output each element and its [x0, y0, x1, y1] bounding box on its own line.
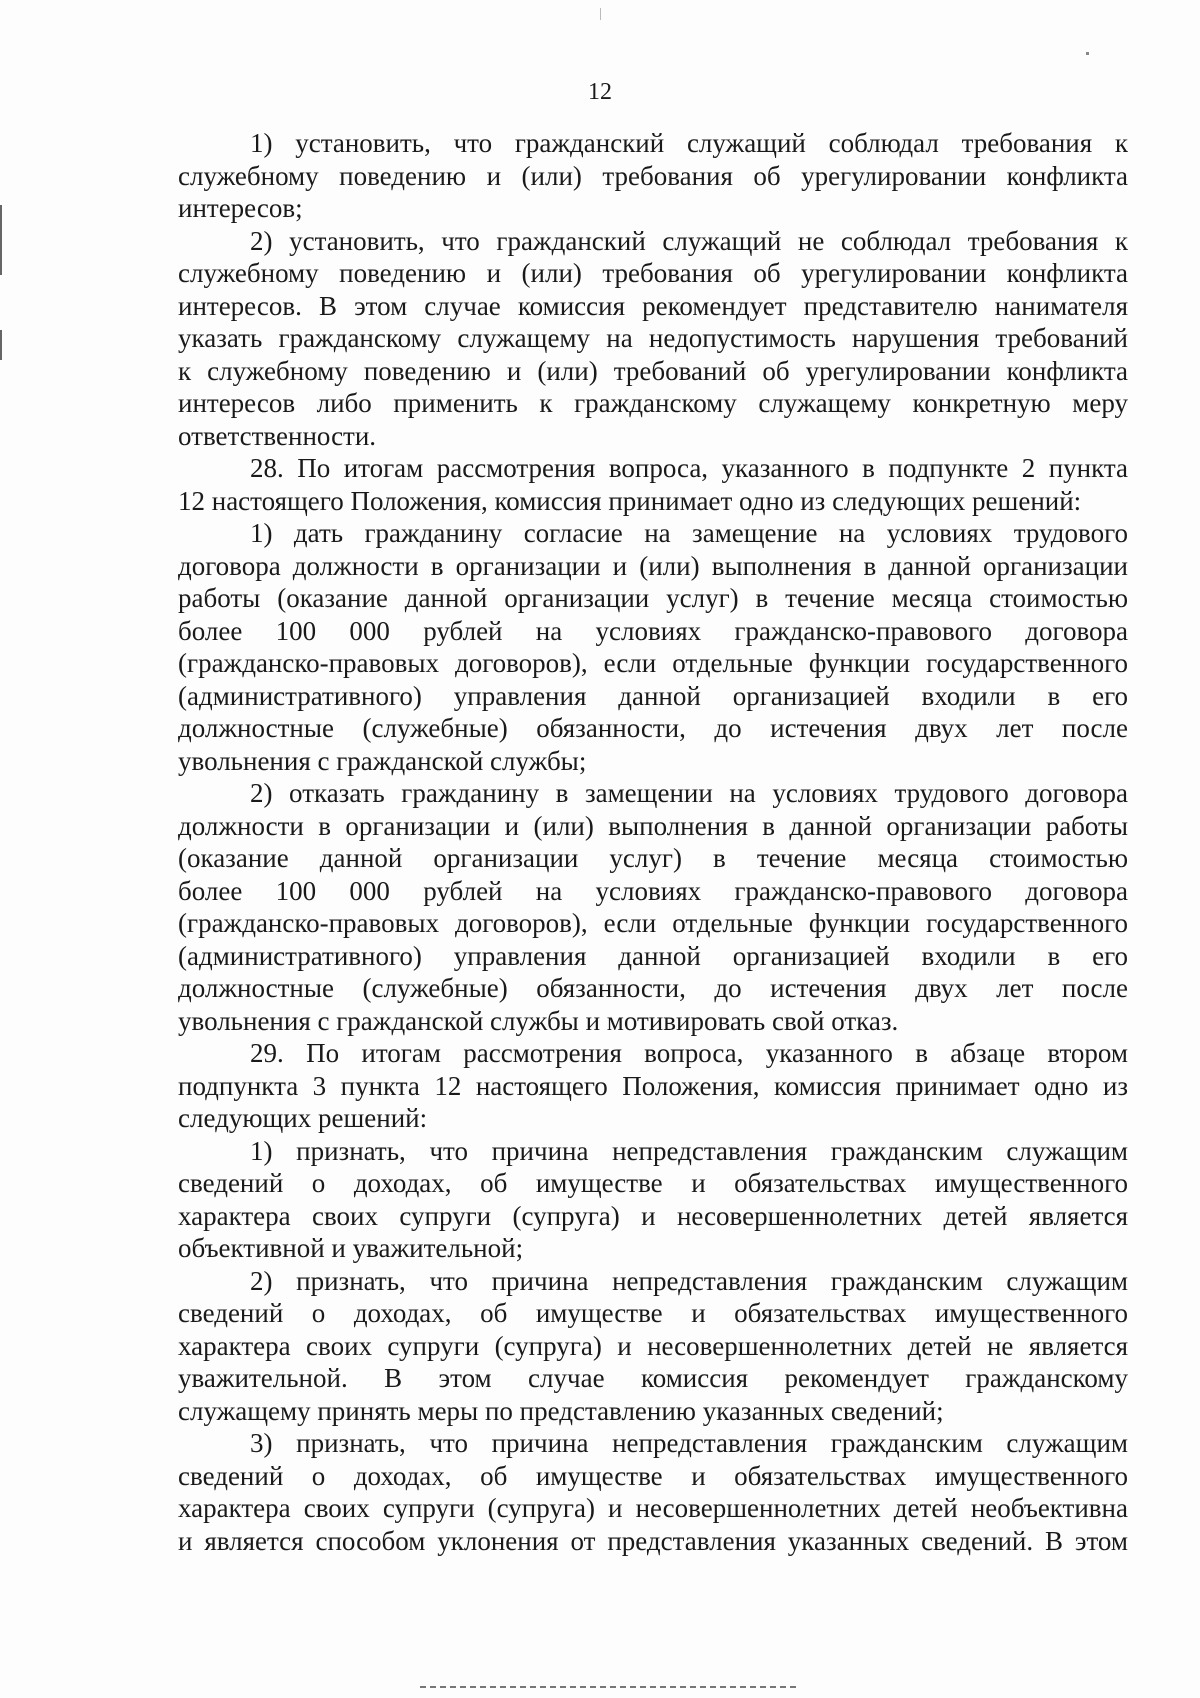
text-line: 28. По итогам рассмотрения вопроса, указанного в подпункте 2 пункта [250, 453, 1128, 483]
text-line: увольнения с гражданской службы; [178, 745, 587, 776]
text-line: уважительной. В этом случае комиссия рекомендует гражданскому [178, 1363, 1128, 1393]
paragraph [178, 1135, 1128, 1265]
text-line: сведений о доходах, об имуществе и обязательствах имущественного [178, 1298, 1128, 1328]
text-line: интересов; [178, 193, 303, 223]
scan-edge-mark [0, 205, 2, 275]
text-line: 3) признать, что причина непредставления гражданским служащим [250, 1428, 1128, 1458]
scan-edge-mark [0, 330, 2, 360]
text-line: 2) признать, что причина непредставления гражданским служащим [250, 1265, 1128, 1296]
text-line: сведений о доходах, об имуществе и обязательствах имущественного [178, 1168, 1128, 1198]
paragraph [178, 777, 1128, 1037]
text-line: (гражданско-правовых договоров), если отдельные функции государственного [178, 908, 1128, 938]
text-line: 1) признать, что причина непредставления гражданским служащим [250, 1135, 1128, 1166]
page-number: 12 [588, 79, 612, 105]
text-line: объективной и уважительной; [178, 1233, 524, 1263]
text-line: характера своих супруги (супруга) и несовершеннолетних детей необъективна [178, 1493, 1128, 1523]
text-line: характера своих супруги (супруга) и несовершеннолетних детей является [178, 1200, 1128, 1231]
text-line: 1) установить, что гражданский служащий соблюдал требования к [250, 128, 1128, 158]
scan-dot-mark [1086, 52, 1089, 55]
text-line: следующих решений: [178, 1103, 428, 1133]
paragraph [178, 127, 1128, 225]
text-line: 29. По итогам рассмотрения вопроса, указанного в абзаце втором [250, 1038, 1128, 1068]
paragraph [178, 1037, 1128, 1135]
paragraph [178, 452, 1128, 517]
paragraph [178, 517, 1128, 777]
text-line: должностные (служебные) обязанности, до истечения двух лет после [178, 713, 1128, 743]
text-line: 1) дать гражданину согласие на замещение на условиях трудового [250, 518, 1128, 548]
text-line: (оказание данной организации услуг) в течение месяца стоимостью [178, 843, 1128, 873]
scan-bottom-artifact [420, 1686, 800, 1688]
text-line: должности в организации и (или) выполнения в данной организации работы [178, 810, 1128, 841]
text-line: подпункта 3 пункта 12 настоящего Положения, комиссия принимает одно из [178, 1070, 1128, 1101]
paragraph [178, 1265, 1128, 1428]
text-line: более 100 000 рублей на условиях гражданско-правового договора [178, 875, 1128, 906]
text-line: (гражданско-правовых договоров), если отдельные функции государственного [178, 648, 1128, 678]
text-line: (административного) управления данной организацией входили в его [178, 940, 1128, 971]
text-line: (административного) управления данной организацией входили в его [178, 680, 1128, 711]
text-line: работы (оказание данной организации услуг) в течение месяца стоимостью [178, 583, 1128, 613]
text-line: 12 настоящего Положения, комиссия принимает одно из следующих решений: [178, 485, 1082, 516]
text-line: более 100 000 рублей на условиях гражданско-правового договора [178, 615, 1128, 646]
text-line: договора должности в организации и (или) выполнения в данной организации [178, 550, 1128, 581]
text-line: интересов. В этом случае комиссия рекомендует представителю нанимателя [178, 290, 1128, 321]
document-body [178, 127, 1128, 1557]
text-line: служебному поведению и (или) требования об урегулировании конфликта [178, 258, 1128, 288]
paragraph [178, 225, 1128, 453]
paragraph [178, 1427, 1128, 1557]
scan-dot-mark [600, 8, 601, 20]
text-line: 2) отказать гражданину в замещении на условиях трудового договора [250, 778, 1128, 808]
text-line: характера своих супруги (супруга) и несовершеннолетних детей не является [178, 1330, 1128, 1361]
text-line: 2) установить, что гражданский служащий не соблюдал требования к [250, 225, 1128, 256]
text-line: сведений о доходах, об имуществе и обязательствах имущественного [178, 1460, 1128, 1491]
text-line: и является способом уклонения от представления указанных сведений. В этом [178, 1525, 1128, 1556]
text-line: указать гражданскому служащему на недопустимость нарушения требований [178, 323, 1128, 353]
text-line: к служебному поведению и (или) требований об урегулировании конфликта [178, 355, 1128, 386]
text-line: увольнения с гражданской службы и мотивировать свой отказ. [178, 1005, 899, 1036]
text-line: интересов либо применить к гражданскому служащему конкретную меру [178, 388, 1128, 418]
text-line: служащему принять меры по представлению указанных сведений; [178, 1395, 944, 1426]
text-line: служебному поведению и (или) требования об урегулировании конфликта [178, 160, 1128, 191]
text-line: должностные (служебные) обязанности, до истечения двух лет после [178, 973, 1128, 1003]
text-line: ответственности. [178, 420, 377, 451]
